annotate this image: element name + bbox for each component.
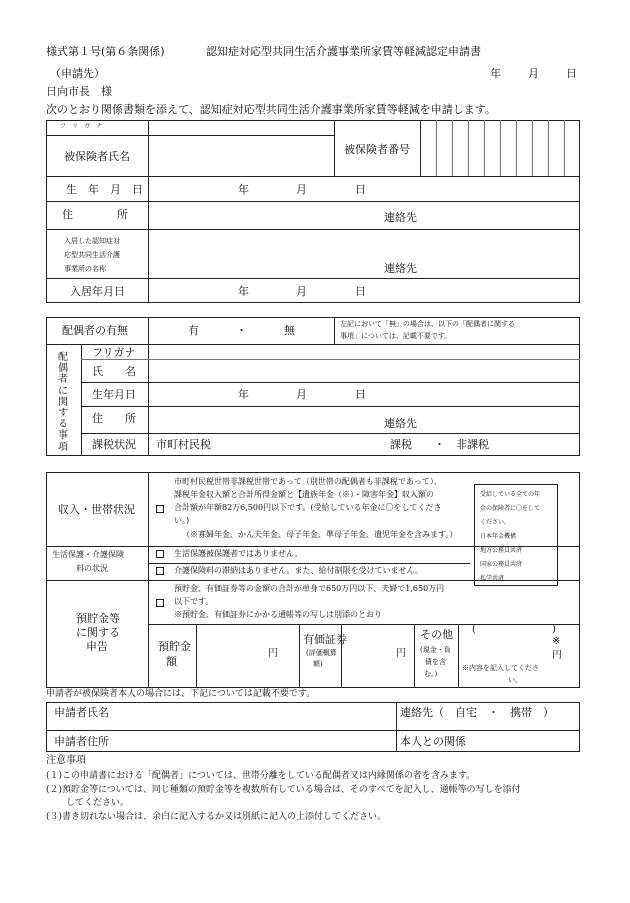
other-label: その他 — [420, 628, 453, 641]
date-day-label: 日 — [566, 67, 577, 80]
spouse-tax-options[interactable]: 課税 ・ 非課税 — [390, 438, 489, 451]
recipient: 日向市長 様 — [46, 85, 112, 98]
applicant-address-label: 申請者住所 — [54, 735, 109, 748]
spouse-birth-label: 生年月日 — [92, 388, 136, 401]
note-item-3: (３)書き切れない場合は、余白に記入するか又は別紙に記入の上添付してください。 — [46, 812, 387, 822]
income-text-2: 課税年金収入額と合計所得金額と【遺族年金（※）・障害年金】収入額の — [174, 490, 434, 499]
facility-label-1: 入居した認知症対 — [64, 237, 120, 245]
other-unit: 円 — [552, 650, 562, 661]
note-item-1: (１)この申請書における「配偶者」については、世帯分離をしている配偶者又は内縁関係の者を含みます。 — [46, 771, 476, 781]
income-text-4: い。) — [174, 516, 190, 525]
move-in-month: 月 — [296, 285, 307, 298]
pension-option-local-gov[interactable]: 地方公務員共済 — [480, 547, 523, 554]
savings-text-1: 預貯金、有価証券等の金額の合計が単身で650万円以下、夫婦で1,650万円 — [174, 584, 445, 593]
note-item-2a: (２)預貯金等については、同じ種類の預貯金等を複数所有している場合は、そのすべてを記入し、通帳等の写しを添付 — [46, 785, 521, 795]
move-in-label: 入居年月日 — [70, 285, 125, 298]
insured-contact-label: 連絡先 — [384, 211, 417, 224]
form-title: 認知症対応型共同生活介護事業所家賃等軽減認定申請書 — [206, 45, 481, 58]
spouse-furigana-label: フリガナ — [92, 346, 136, 359]
other-sub-3: む。) — [424, 670, 438, 678]
other-paren-open: ( — [472, 624, 476, 635]
notes-heading: 注意事項 — [46, 755, 86, 766]
savings-checkbox[interactable] — [156, 599, 164, 607]
spouse-tax-label: 課税状況 — [92, 438, 136, 451]
form-number: 様式第１号(第６条関係) — [46, 45, 165, 58]
deposit-unit: 円 — [268, 648, 278, 659]
pension-box-text-1: 受給している全ての年 — [480, 491, 541, 498]
spouse-birth-year: 年 — [238, 388, 249, 401]
income-checkbox[interactable] — [156, 505, 164, 513]
move-in-day: 日 — [355, 285, 366, 298]
spouse-side-label: 配 偶 者 に 関 す る 事 項 — [58, 352, 68, 453]
income-text-5: （※寡婦年金、かん夫年金、母子年金、準母子年金、遺児年金を含みます。） — [182, 530, 458, 539]
insured-birth-day: 日 — [355, 183, 366, 196]
securities-unit: 円 — [396, 648, 406, 659]
premium-checkbox[interactable] — [156, 567, 164, 575]
savings-text-2: 以下です。 — [174, 597, 214, 606]
applicant-note: 申請者が被保険者本人の場合には、下記については記載不要です。 — [46, 689, 316, 699]
pension-option-japan-pension[interactable]: 日本年金機構 — [480, 533, 517, 540]
insured-birth-month: 月 — [296, 183, 307, 196]
spouse-yes-option[interactable]: 有 — [188, 324, 199, 337]
spouse-tax-value: 市町村民税 — [156, 438, 211, 451]
pension-box-text-2: 金の保険者に〇をして — [480, 505, 541, 512]
pension-option-national-gov[interactable]: 国家公務員共済 — [480, 561, 523, 568]
spouse-name-label: 氏 名 — [92, 365, 136, 378]
spouse-contact-label: 連絡先 — [384, 417, 417, 430]
insured-name-label: 被保険者氏名 — [64, 150, 130, 163]
welfare-text: 生活保護被保護者ではありません。 — [174, 549, 303, 558]
pension-box-text-3: ください。 — [480, 519, 511, 526]
securities-sub-1: (評価概算 — [306, 649, 337, 657]
other-paren-close: ) — [552, 624, 556, 635]
income-text-3: 合計額が年額82万6,500円以下です。(受給している年金に〇をしてくださ — [174, 503, 442, 512]
date-year-label: 年 — [490, 67, 501, 80]
savings-label-1: 預貯金等 — [76, 612, 120, 625]
deposit-label-2: 額 — [166, 655, 177, 668]
spouse-option-separator: ・ — [236, 324, 247, 337]
pension-option-private-school[interactable]: 私学共済 — [480, 575, 505, 582]
savings-label-3: 申告 — [86, 640, 108, 653]
spouse-no-option[interactable]: 無 — [284, 324, 295, 337]
facility-label-2: 応型共同生活介護 — [64, 251, 120, 259]
spouse-has-label: 配偶者の有無 — [62, 324, 128, 337]
other-note-1: ※内容を記入してくださ — [462, 664, 539, 672]
securities-sub-2: 額) — [313, 660, 323, 668]
spouse-birth-day: 日 — [355, 388, 366, 401]
facility-label-3: 事業所の名称 — [64, 265, 106, 273]
insured-birth-label: 生 年 月 日 — [66, 183, 143, 196]
income-text-1: 市町村民税世帯非課税世帯であって（別世帯の配偶者も非課税であって）、 — [174, 477, 442, 486]
spouse-table — [46, 317, 580, 456]
welfare-label-1: 生活保護・介護保険 — [52, 550, 124, 559]
welfare-label-2: 料の状況 — [76, 564, 108, 573]
note-item-2b: してください。 — [66, 798, 130, 808]
spouse-birth-month: 月 — [296, 388, 307, 401]
applicant-name-label: 申請者氏名 — [54, 706, 109, 719]
applicant-relation-label: 本人との関係 — [400, 735, 466, 748]
recipient-label: （申請先） — [50, 67, 105, 80]
savings-label-2: に関する — [76, 626, 120, 639]
insured-birth-year: 年 — [238, 183, 249, 196]
other-sub-2: 債を含 — [425, 658, 446, 666]
spouse-address-label: 住 所 — [92, 412, 136, 425]
date-month-label: 月 — [528, 67, 539, 80]
securities-label: 有価証券 — [303, 633, 347, 646]
move-in-year: 年 — [238, 285, 249, 298]
facility-contact-label: 連絡先 — [384, 262, 417, 275]
premium-text: 介護保険料の滞納はありません。また、給付制限を受けていません。 — [174, 566, 423, 575]
insured-furigana-label: フ リ ガ ナ — [60, 123, 103, 130]
spouse-note-2: 事項」については、記載不要です。 — [340, 332, 452, 340]
applicant-contact-label[interactable]: 連絡先（ 自宅 ・ 携帯 ） — [400, 706, 554, 719]
insured-address-label: 住 所 — [62, 208, 128, 221]
insured-number-label: 被保険者番号 — [344, 143, 410, 156]
spouse-note-1: 左記において「無」の場合は、以下の「配偶者に関する — [340, 320, 515, 328]
income-label: 収入・世帯状況 — [58, 503, 135, 516]
intro-text: 次のとおり関係書類を添えて、認知症対応型共同生活介護事業所家賃等軽減を申請します。 — [46, 103, 496, 116]
welfare-checkbox[interactable] — [156, 550, 164, 558]
other-asterisk: ※ — [552, 636, 561, 647]
other-sub-1: (現金・負 — [420, 646, 451, 654]
other-note-2: い。 — [508, 676, 522, 684]
deposit-label-1: 預貯金 — [158, 640, 191, 653]
savings-text-3: ※預貯金、有価証券にかかる通帳等の写しは別添のとおり — [174, 610, 382, 619]
